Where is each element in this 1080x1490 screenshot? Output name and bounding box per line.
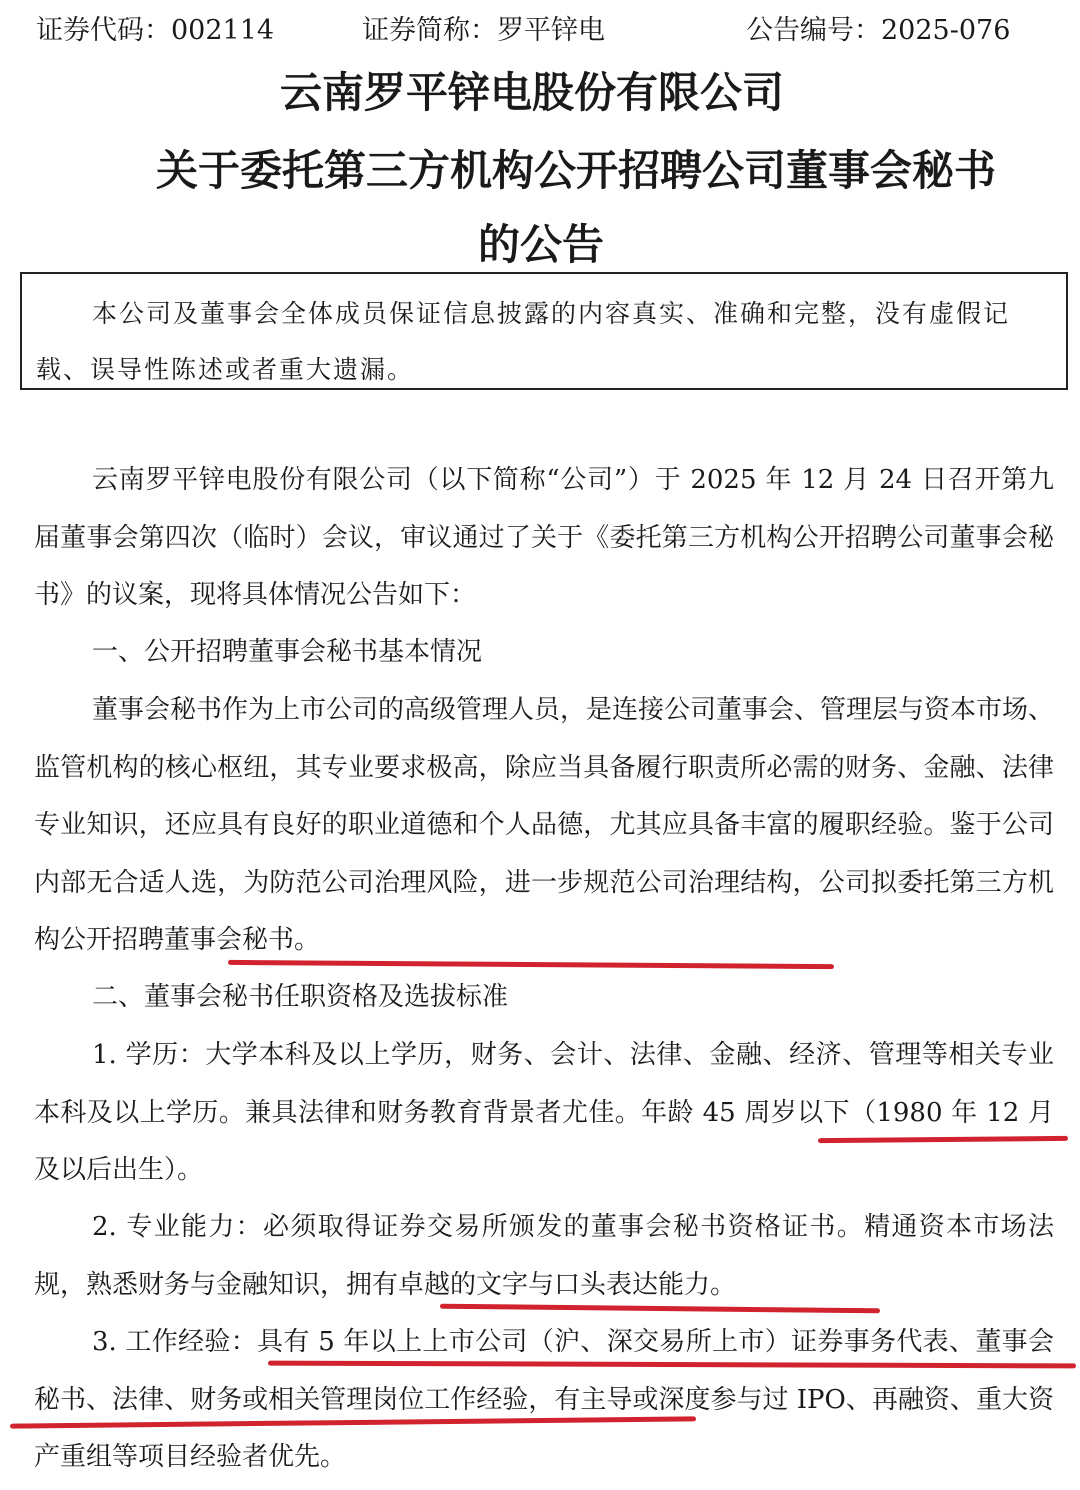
highlight-age-limit: 年龄 45 周岁以下 bbox=[641, 1097, 850, 1128]
securities-code: 证券代码：002114 bbox=[36, 15, 275, 46]
securities-abbreviation: 证券简称：罗平锌电 bbox=[362, 15, 605, 46]
disclosure-statement-box bbox=[20, 272, 1068, 390]
title-line-3: 的公告 bbox=[478, 220, 605, 269]
highlight-work-experience: 具有 5 年以上上市公司（沪、深交易所上市）证券事务代表、董事会秘书、法律、财务或相关管理岗位工作经验 bbox=[34, 1327, 1054, 1415]
item-3-experience bbox=[34, 1314, 1054, 1487]
disclosure-statement: 本公司及董事会全体成员保证信息披露的内容真实、准确和完整，没有虚假记载、误导性陈述或者重大遗漏。 bbox=[36, 299, 1011, 384]
item-2-text: 2. 专业能力：必须取得证券交易所颁发的董事会秘书资格证书。精通资本市场法规，熟悉财务与金融知识， bbox=[34, 1212, 1054, 1300]
highlight-expression-ability: 拥有卓越的文字与口头表达能力 bbox=[346, 1269, 711, 1300]
section-1-text: 董事会秘书作为上市公司的高级管理人员，是连接公司董事会、管理层与资本市场、监管机构的核心枢纽，其专业要求极高，除应当具备履行职责所必需的财务、金融、法律专业知识，还应具有良好的职业道德和个人品德，尤其应具备丰富的履职经验。鉴于公司内部无合适人选，为防范公司治理风险，进一步规范公司治理结构， bbox=[34, 695, 1055, 898]
section-1-paragraph bbox=[34, 682, 1054, 970]
title-line-2: 关于委托第三方机构公开招聘公司董事会秘书 bbox=[156, 146, 997, 195]
title-line-1: 云南罗平锌电股份有限公司 bbox=[280, 68, 785, 117]
item-3-text: ，有主导或深度参与过 IPO、再融资、重大资产重组等项目经验者优先。 bbox=[34, 1384, 1054, 1472]
item-1-text: 1. 学历：大学本科及以上学历，财务、会计、法律、金融、经济、管理等相关专业本科及以上学历。兼具法律和财务教育背景者尤佳。 bbox=[34, 1040, 1054, 1128]
intro-paragraph: 云南罗平锌电股份有限公司（以下简称“公司”）于 2025 年 12 月 24 日召开第九届董事会第四次（临时）会议，审议通过了关于《委托第三方机构公开招聘公司董事会秘书》的议案，现将具体情况公告如下： bbox=[34, 465, 1054, 610]
announcement-number: 公告编号：2025-076 bbox=[746, 15, 1011, 46]
section-1-heading: 一、公开招聘董事会秘书基本情况 bbox=[92, 637, 483, 667]
section-2-heading: 二、董事会秘书任职资格及选拔标准 bbox=[92, 982, 509, 1012]
document-header bbox=[0, 8, 1080, 48]
item-3-label: 3. 工作经验： bbox=[92, 1327, 258, 1357]
item-1-education bbox=[34, 1027, 1054, 1200]
item-1-birth-note: （1980 年 12 月及以后出生）。 bbox=[34, 1097, 1054, 1185]
highlight-entrust-third-party: 公司拟委托第三方机构公开招聘董事会秘书。 bbox=[34, 867, 1054, 955]
item-2-ability bbox=[34, 1199, 1054, 1314]
item-2-end: 。 bbox=[710, 1269, 737, 1300]
